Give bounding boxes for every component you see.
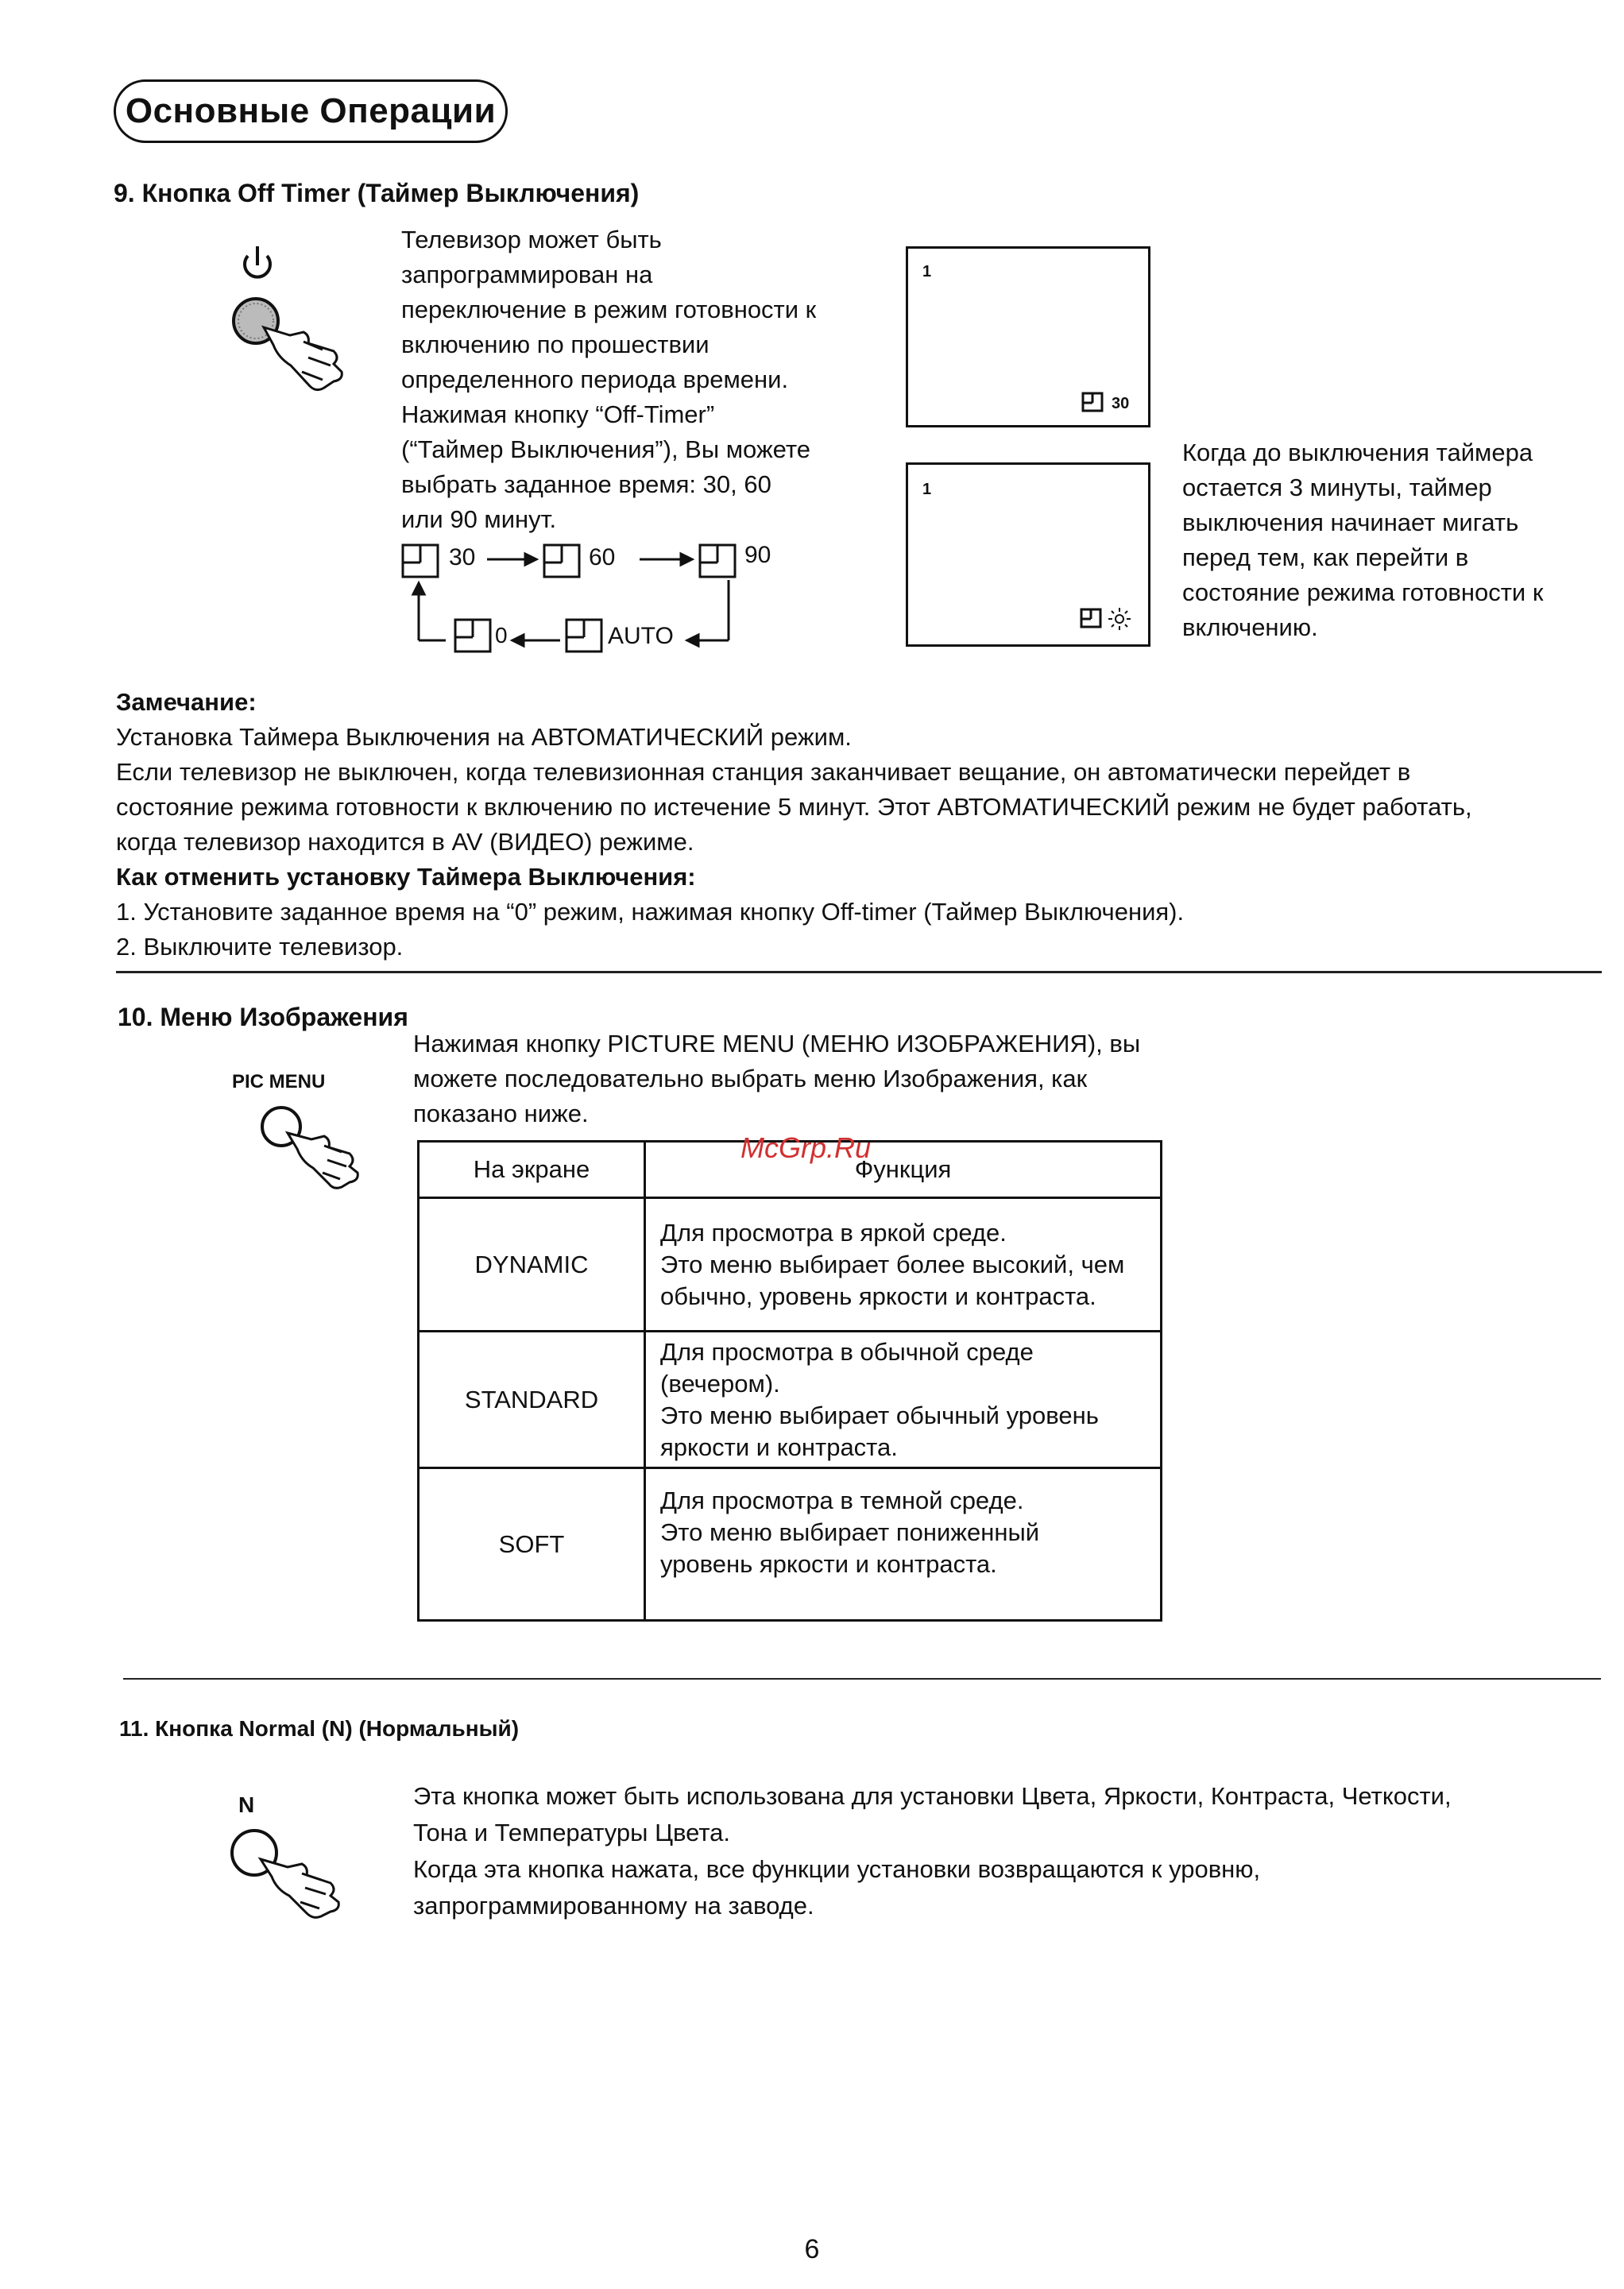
page-header-title: Основные Операции [114,79,508,143]
table-header-function: Функция [645,1142,1162,1198]
pic-menu-button-press-icon [253,1096,372,1192]
power-button-press-icon [215,238,358,397]
section-10-title: 10. Меню Изображения [118,1003,408,1031]
section-11-title: 11. Кнопка Normal (N) (Нормальный) [119,1716,520,1741]
timer-60-label: 60 [589,544,616,570]
section-9-note: Замечание: Установка Таймера Выключения на АВТОМАТИЧЕСКИЙ режим. Если телевизор не выключен, когда телевизионная станция заканчивает вещание, он автоматически перейдет в состояние режима готовности к включению по истечение 5 минут. Этот АВТОМАТИЧЕСКИЙ режим не будет работать, когда телевизор находится в AV (ВИДЕО) режиме. Как отменить установку Таймера Выключения: 1. Установите заданное время на “0” режим, нажимая кнопку Off-timer (Таймер Выключения). 2. Выключите телевизор. [116,685,1472,965]
normal-button-press-icon [221,1819,356,1923]
timer-30-label: 30 [449,544,476,570]
blinking-timer-icon [1080,605,1135,633]
table-row [419,1332,1162,1468]
section-10-intro: Нажимая кнопку PICTURE MENU (МЕНЮ ИЗОБРАЖЕНИЯ), вы можете последовательно выбрать меню Изображения, как показано ниже. [413,1030,1141,1127]
tv-screen-timer-blinking [906,462,1150,647]
mode-description: Для просмотра в темной среде. Это меню выбирает пониженный уровень яркости и контраста. [645,1468,1162,1621]
timer-90-label: 90 [744,542,771,568]
mode-name: DYNAMIC [419,1198,645,1332]
screen-channel-number: 1 [922,263,932,280]
sleep-timer-icon [1081,392,1105,414]
page-number: 6 [804,2234,820,2264]
mode-description: Для просмотра в обычной среде (вечером). Это меню выбирает обычный уровень яркости и контраста. [645,1332,1162,1468]
table-header-screen: На экране [419,1142,645,1198]
section-divider [116,971,1602,973]
section-divider [123,1678,1601,1680]
tv-screen-timer-30 [906,246,1150,427]
table-row [419,1198,1162,1332]
mode-description: Для просмотра в яркой среде. Это меню выбирает более высокий, чем обычно, уровень яркости и контраста. [645,1198,1162,1332]
screen-timer-value: 30 [1112,395,1130,412]
section-11-description: Эта кнопка может быть использована для установки Цвета, Яркости, Контраста, Четкости, Тона и Температуры Цвета. Когда эта кнопка нажата, все функции установки возвращаются к уровню, запрограммированному на заводе. [413,1782,1452,1920]
table-row [419,1468,1162,1621]
picture-menu-table [417,1140,1162,1622]
section-9-description: Телевизор может быть запрограммирован на переключение в режим готовности к включению по прошествии определенного периода времени. Нажимая кнопку “Off-Timer” (“Таймер Выключения”), Вы можете выбрать заданное время: 30, 60 или 90 минут. [401,226,817,533]
section-9-blink-note: Когда до выключения таймера остается 3 минуты, таймер выключения начинает мигать перед тем, как перейти в состояние режима готовности к включению. [1182,439,1544,641]
note-label: Замечание: [116,688,257,716]
mode-name: STANDARD [419,1332,645,1468]
timer-cycle-diagram [401,540,798,659]
normal-button-label: N [238,1792,255,1817]
timer-auto-label: AUTO [608,623,674,649]
pic-menu-button-label: PIC MENU [232,1071,326,1092]
watermark: McGrp.Ru [740,1131,872,1164]
screen-channel-number: 1 [922,481,932,498]
mode-name: SOFT [419,1468,645,1621]
cancel-timer-label: Как отменить установку Таймера Выключения: [116,863,696,891]
timer-0-label: 0 [495,623,508,648]
section-9-title: 9. Кнопка Off Timer (Таймер Выключения) [114,179,640,207]
